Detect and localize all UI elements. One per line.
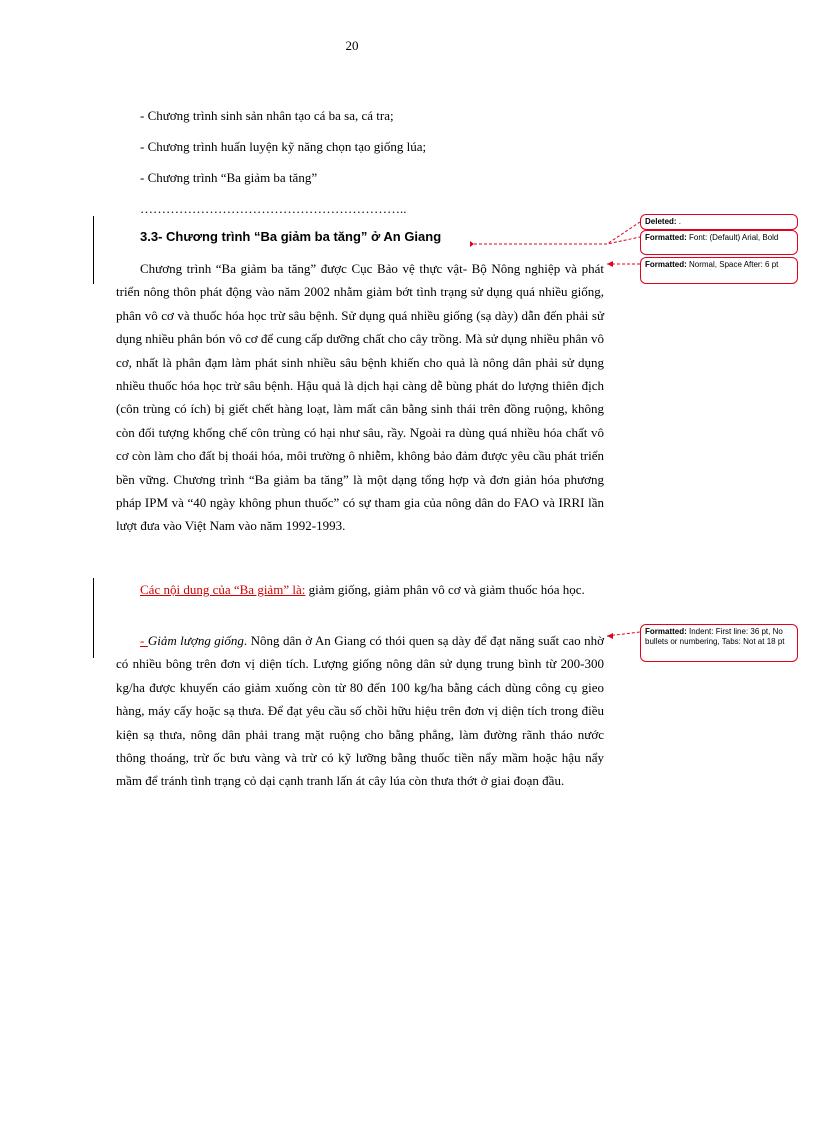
page-number: 20: [345, 38, 359, 53]
bullet-item: - Chương trình huấn luyện kỹ năng chọn tạo giống lúa;: [140, 139, 427, 154]
paragraph-reduce-seed: [116, 629, 604, 793]
comment-balloon-indent[interactable]: Formatted: Indent: First line: 36 pt, No bullets or numbering, Tabs: Not at 18 pt: [640, 624, 798, 662]
paragraph-text: giảm giống, giảm phân vô cơ và giảm thuốc hóa học.: [305, 582, 585, 597]
comment-balloon-deleted[interactable]: Deleted: .: [640, 214, 798, 230]
ellipsis-line: ……………………………………………………..: [140, 201, 407, 216]
inserted-text: Các nội dung của “Ba giảm” là:: [140, 582, 306, 597]
paragraph-text: . Nông dân ở An Giang có thói quen sạ dày để đạt năng suất cao nhờ có nhiều bông trên đơn vị diện tích. Lượng giống nông dân sử dụng trung bình từ 200-300 kg/ha được khuyến cáo giảm xuống còn từ 80 đến 100 kg/ha bằng cách dùng công cụ gieo hàng, máy cấy hoặc sạ thưa. Để đạt yêu cầu số chồi hữu hiệu trên đơn vị diện tích trong điều kiện sạ thưa, nông dân phải trang mặt ruộng cho bằng phẳng, làm đường rãnh tháo nước thông thoáng, trừ ốc bưu vàng và trừ có kỹ lưỡng bằng thuốc tiền nẩy mầm hoặc hậu nẩy mầm để tránh tình trạng cỏ dại cạnh tranh lấn át cây lúa còn thưa thớt ở giai đoạn đầu.: [116, 633, 604, 789]
comment-balloon-spacing[interactable]: Formatted: Normal, Space After: 6 pt: [640, 257, 798, 284]
change-bar: [93, 216, 94, 284]
paragraph-intro: Chương trình “Ba giảm ba tăng” được Cục Bảo vệ thực vật- Bộ Nông nghiệp và phát triển nông thôn phát động vào năm 2002 nhằm giảm bớt tình trạng sử dụng quá nhiều giống, phân vô cơ và thuốc hóa học trừ sâu bệnh. Sử dụng quá nhiều giống (sạ dày) dẫn đến phải sử dụng nhiều phân bón vô cơ để cung cấp dưỡng chất cho cây trồng. Mà sử dụng nhiều phân vô cơ, nhất là phân đạm làm phát sinh nhiều sâu bệnh khiến cho quả là nông dân phải sử dụng nhiều thuốc hóa học trừ sâu bệnh. Hậu quả là dịch hại càng dễ bùng phát do lượng thiên địch (côn trùng có ích) bị giết chết hàng loạt, làm mất cân bằng sinh thái trên đồng ruộng, không còn đối tượng khống chế côn trùng có hại như sâu, rầy. Ngoài ra dùng quá nhiều hóa chất vô cơ còn làm cho đất bị thoái hóa, môi trường ô nhiễm, không bảo đảm được yêu cầu phát triển bền vững. Chương trình “Ba giảm ba tăng” là một dạng tổng hợp và đơn giản hóa phương pháp IPM và “40 ngày không phun thuốc” có sự tham gia của nông dân do FAO và IRRI lần lượt đưa vào Việt Nam vào năm 1992-1993.: [116, 261, 604, 534]
comment-balloon-font[interactable]: Formatted: Font: (Default) Arial, Bold: [640, 230, 798, 255]
inserted-dash: -: [140, 633, 148, 648]
bullet-item: - Chương trình “Ba giảm ba tăng”: [140, 170, 318, 185]
section-heading: 3.3- Chương trình “Ba giảm ba tăng” ở An Giang: [140, 229, 442, 244]
italic-term: Giảm lượng giống: [147, 633, 244, 648]
change-bar: [93, 578, 94, 658]
paragraph-three-reductions: [116, 578, 604, 601]
bullet-item: - Chương trình sinh sản nhân tạo cá ba sa, cá tra;: [140, 108, 394, 123]
